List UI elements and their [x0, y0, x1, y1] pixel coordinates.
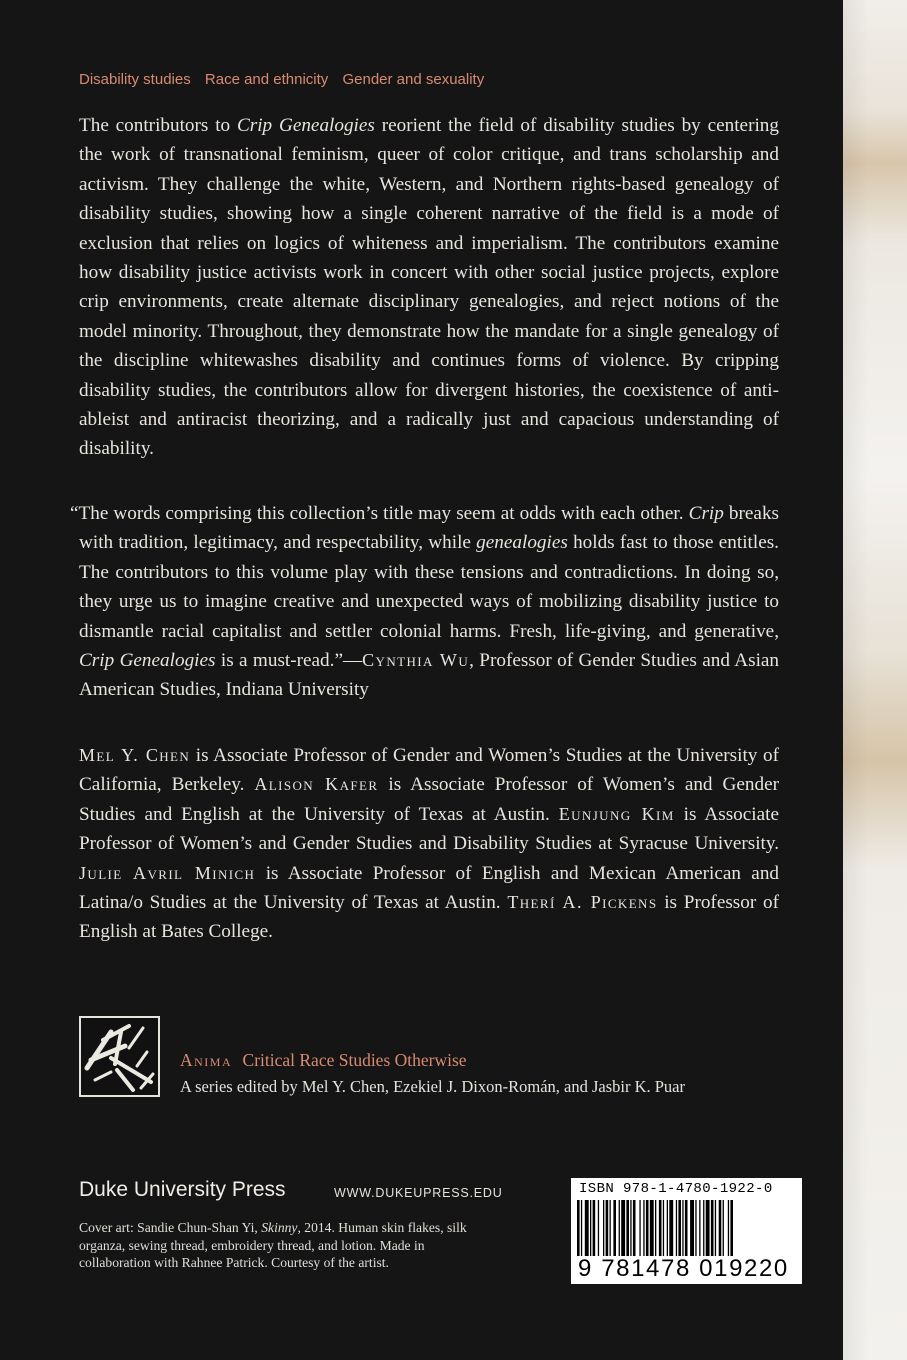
barcode-bar — [695, 1200, 696, 1256]
description-text: The contributors to — [79, 115, 237, 136]
quote-affiliation: , Professor of Gender Studies and Asian American Studies, Indiana University — [79, 650, 780, 701]
barcode-bar — [699, 1200, 700, 1256]
quote-emphasis: genealogies — [476, 532, 568, 554]
barcode-bar — [603, 1200, 604, 1256]
quote-text: is a must-read.”— — [215, 650, 363, 672]
description-text: reorient the field of disability studies by centering the work of transnational feminism, queer of color critique, and trans scholarship and activism. They challenge the white, Western, and Northern rights-based genealogy of disability studies, showing how a single coherent narrative of the field is a mode of exclusion that relies on logics of whiteness and imperialism. The contributors examine how disability justice activists work in concert with other social justice projects, explore crip environments, create alternate disciplinary genealogies, and reject notions of the model minority. Throughout, they demonstrate how the mandate for a single genealogy of the discipline whitewashes disability and continues forms of violence. By cripping disability studies, the contributors allow for divergent histories, the coexistence of anti-ableist and antiracist theorizing, and a radically just and capacious understanding of disability. — [79, 115, 779, 460]
subject-categories — [79, 71, 494, 88]
barcode-bar — [706, 1200, 710, 1256]
bio-name: Eunjung Kim — [558, 803, 675, 824]
quote-book-title: Crip Genealogies — [79, 650, 216, 672]
barcode-bar — [676, 1200, 677, 1256]
quote-author: Cynthia Wu — [362, 650, 470, 671]
barcode-bar — [610, 1200, 611, 1256]
editor-bios — [79, 741, 779, 947]
quote-text: “The words comprising this collection’s title may seem at odds with each other. — [70, 503, 689, 524]
bio-text: is Associate Professor of Women’s and Gender Studies and English at the University of Texas at Austin. — [79, 774, 779, 825]
barcode-bar — [630, 1200, 631, 1256]
credit-text: Cover art: Sandie Chun-Shan Yi, — [79, 1220, 262, 1235]
barcode-bar — [639, 1200, 640, 1256]
credit-text: , 2014. Human skin flakes, silk organza, sewing thread, embroidery thread, and lotion. Made in collaboration with Rahnee Patrick. Courtesy of the artist. — [79, 1220, 467, 1270]
anima-series-logo-icon — [79, 1016, 160, 1097]
barcode-bar — [646, 1200, 649, 1256]
barcode-bar — [690, 1200, 694, 1256]
barcode-bar — [678, 1200, 681, 1256]
bio-text: is Professor of English at Bates College. — [79, 892, 779, 943]
cover-art-edge — [843, 0, 907, 1360]
book-description — [79, 111, 779, 464]
barcode-bar — [730, 1200, 733, 1256]
bio-text: is Associate Professor of Gender and Women’s Studies at the University of California, Berkeley. — [79, 745, 779, 796]
publisher-name: Duke University Press — [79, 1178, 286, 1201]
bio-text: is Associate Professor of English and Mexican American and Latina/o Studies at the University of Texas at Austin. — [79, 862, 780, 914]
barcode-bar — [590, 1200, 591, 1256]
barcode-bar — [659, 1200, 662, 1256]
series-subtitle: Critical Race Studies Otherwise — [242, 1050, 467, 1070]
barcode-bar — [703, 1200, 704, 1256]
barcode-bar — [728, 1200, 729, 1256]
barcode-bar — [682, 1200, 683, 1256]
barcode-bar — [669, 1200, 673, 1256]
series-editors: A series edited by Mel Y. Chen, Ezekiel J. Dixon-Román, and Jasbir K. Puar — [180, 1077, 685, 1096]
isbn-barcode — [571, 1178, 802, 1284]
barcode-bar — [719, 1200, 722, 1256]
bio-name: Alison Kafer — [254, 774, 379, 795]
artwork-title: Skinny — [261, 1220, 298, 1235]
barcode-bar — [643, 1200, 644, 1256]
category-race-ethnicity: Race and ethnicity — [204, 71, 329, 88]
endorsement-quote — [70, 499, 780, 705]
barcode-bar — [577, 1200, 580, 1256]
publisher-website: WWW.DUKEUPRESS.EDU — [334, 1186, 503, 1200]
bio-text: is Associate Professor of Women’s and Gender Studies and Disability Studies at Syracuse University. — [79, 803, 779, 855]
barcode-bar — [621, 1200, 625, 1256]
barcode-bar — [593, 1200, 596, 1256]
category-gender-sexuality: Gender and sexuality — [342, 71, 485, 88]
category-disability-studies: Disability studies — [79, 71, 191, 88]
barcode-bar — [685, 1200, 688, 1256]
bio-name: Therí A. Pickens — [507, 892, 658, 913]
quote-text: holds fast to those entitles. The contributors to this volume play with these tensions and contradictions. In doing so, they urge us to imagine creative and unexpected ways of mobilizing disability justice to dismantle racial capitalist and settler colonial harms. Fresh, life-giving, and generative, — [79, 532, 779, 642]
book-title: Crip Genealogies — [236, 115, 375, 136]
barcode-bar — [626, 1200, 629, 1256]
barcode-bar — [667, 1200, 668, 1256]
quote-text: breaks with tradition, legitimacy, and respectability, while — [79, 503, 780, 554]
barcode-bar — [650, 1200, 654, 1256]
series-title — [180, 1050, 467, 1071]
bio-name: Mel Y. Chen — [79, 745, 191, 765]
barcode-bar — [619, 1200, 620, 1256]
series-name: Anima — [180, 1050, 233, 1070]
ean-number: 9 781478 019220 — [578, 1255, 789, 1282]
barcode-bar — [711, 1200, 714, 1256]
barcode-bar — [663, 1200, 664, 1256]
quote-emphasis: Crip — [688, 503, 724, 524]
barcode-bar — [655, 1200, 656, 1256]
bio-name: Julie Avril Minich — [79, 862, 256, 883]
barcode-bars-icon — [577, 1200, 796, 1256]
anima-logo-graphic — [81, 1018, 158, 1095]
barcode-bar — [606, 1200, 609, 1256]
barcode-bar — [581, 1200, 582, 1256]
barcode-bar — [585, 1200, 589, 1256]
barcode-bar — [613, 1200, 616, 1256]
isbn-number: ISBN 978-1-4780-1922-0 — [579, 1181, 773, 1197]
barcode-bar — [633, 1200, 636, 1256]
barcode-bar — [723, 1200, 724, 1256]
cover-art-credit — [79, 1219, 499, 1272]
barcode-bar — [598, 1200, 599, 1256]
barcode-bar — [715, 1200, 716, 1256]
